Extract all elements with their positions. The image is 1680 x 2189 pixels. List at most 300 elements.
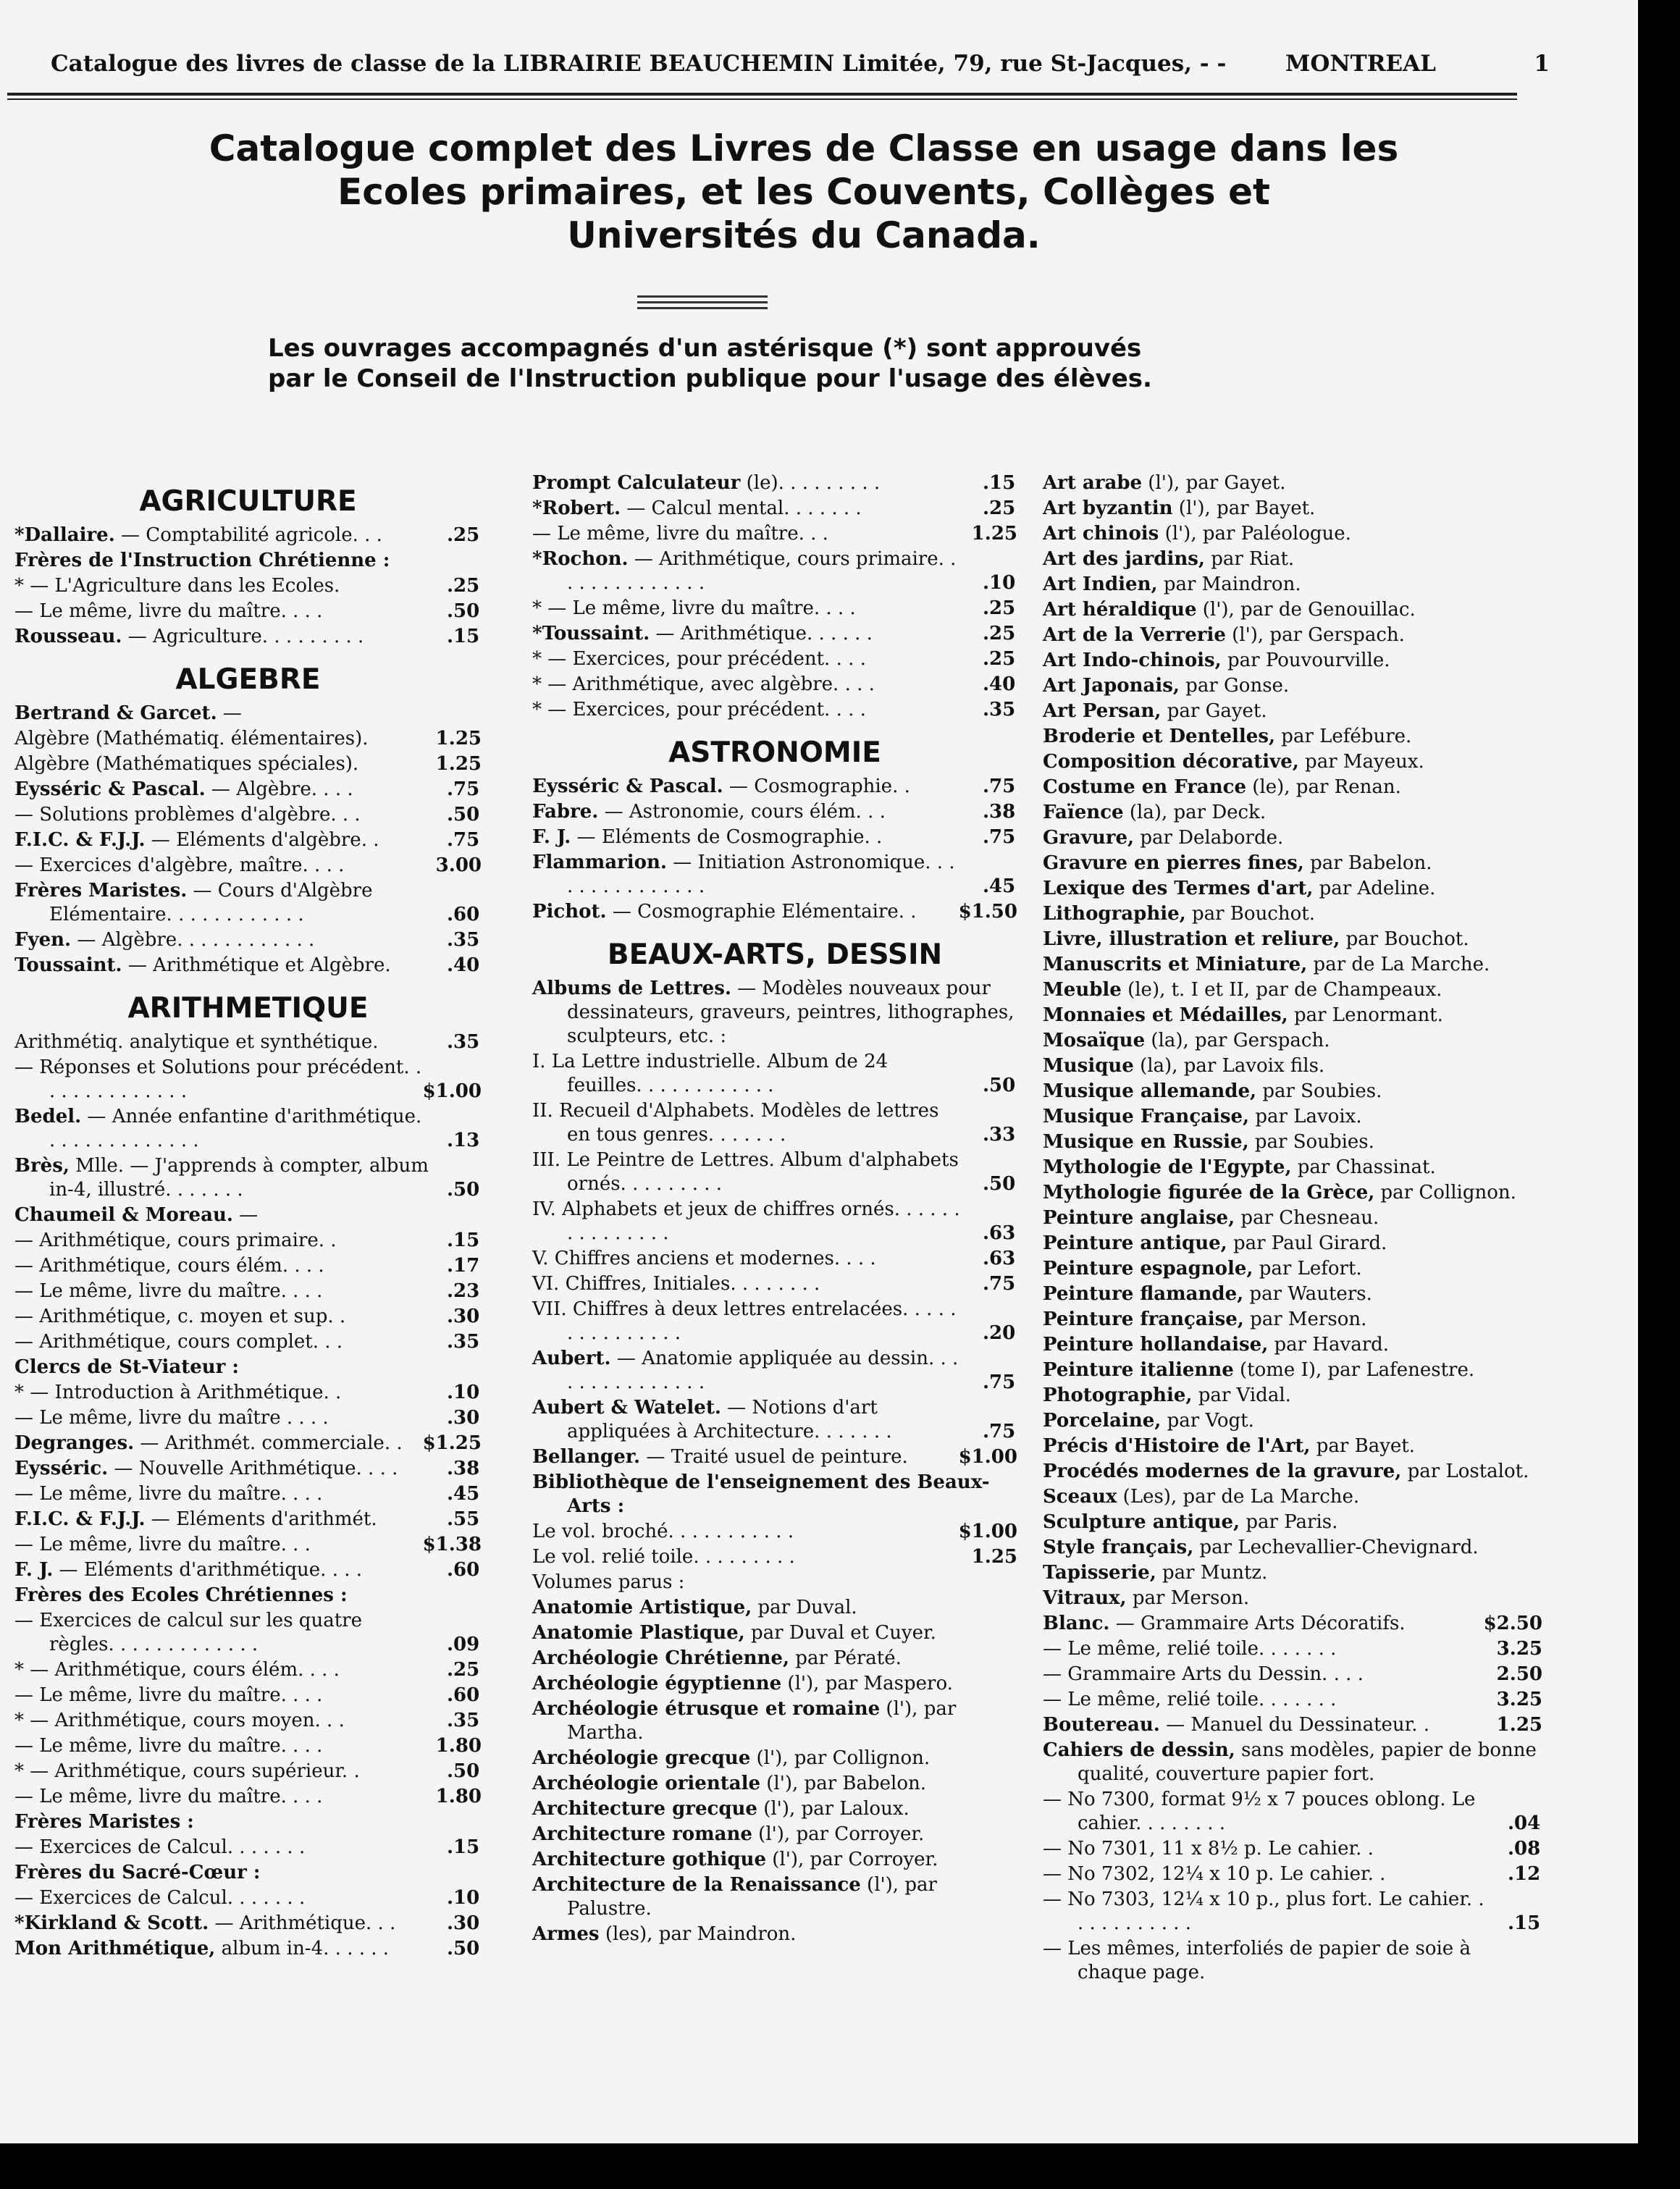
entry-title: — Arithmétique, cours primaire. . . . . . . . . . . . . . bbox=[567, 548, 957, 594]
entry-title: (l'), par Palustre. bbox=[567, 1874, 937, 1920]
catalogue-entry bbox=[1043, 1688, 1542, 1712]
catalogue-entry bbox=[1043, 1257, 1542, 1281]
catalogue-entry: Prompt Calculateur (le). . . . . . . . . .15 bbox=[532, 472, 1016, 494]
entry-title: par Paul Girard. bbox=[1227, 1232, 1387, 1254]
entry-title: — Eléments d'arithmétique. . . . bbox=[53, 1559, 363, 1581]
header-rule-thin bbox=[7, 98, 1517, 100]
title-line: Universités du Canada. bbox=[567, 214, 1041, 256]
section-heading: ASTRONOMIE bbox=[668, 736, 881, 769]
entry-title: (l'), par de Genouillac. bbox=[1196, 599, 1416, 621]
catalogue-entry bbox=[14, 854, 482, 878]
entry-author: Mosaïque bbox=[1043, 1030, 1146, 1051]
entry-title: par Duval et Cuyer. bbox=[744, 1622, 936, 1644]
entry-title: — Le même, livre du maître. . . bbox=[14, 1534, 311, 1555]
entry-title: — Le même, relié toile. . . . . . . bbox=[1043, 1638, 1337, 1660]
catalogue-entry bbox=[532, 1823, 1017, 1846]
catalogue-entry bbox=[532, 900, 1017, 924]
entry-title: — Traité usuel de peinture. bbox=[640, 1446, 908, 1468]
catalogue-entry bbox=[532, 1848, 1017, 1872]
entry-title: Mlle. — J'apprends à compter, album in-4, illustré. . . . . . . bbox=[49, 1155, 429, 1201]
entry-price: $1.38 bbox=[422, 1534, 482, 1555]
catalogue-entry: *Dallaire. — Comptabilité agricole. . . .25 bbox=[14, 524, 480, 546]
catalogue-entry: — Arithmétique, cours primaire. . .15 bbox=[14, 1230, 480, 1251]
entry-title: I. La Lettre industrielle. Album de 24 feuilles. . . . . . . . . . . . bbox=[532, 1051, 889, 1096]
entry-author: Peinture flamande, bbox=[1043, 1283, 1244, 1305]
entry-title: (le), par Renan. bbox=[1246, 776, 1401, 798]
entry-author: Frères Maristes : bbox=[14, 1811, 194, 1833]
entry-author: Bedel. bbox=[14, 1106, 82, 1127]
catalogue-entry bbox=[1043, 1206, 1542, 1230]
catalogue-entry bbox=[14, 1861, 482, 1885]
catalogue-entry: F.I.C. & F.J.J. — Eléments d'algèbre. . .75 bbox=[14, 829, 480, 851]
entry-title: — Exercices d'algèbre, maître. . . . bbox=[14, 854, 345, 876]
catalogue-entry bbox=[1043, 826, 1542, 850]
catalogue-entry: III. Le Peintre de Lettres. Album d'alphabets ornés. . . . . . . . . .50 bbox=[532, 1149, 1016, 1195]
catalogue-entry: — Solutions problèmes d'algèbre. . . .50 bbox=[14, 804, 480, 825]
catalogue-entry: Rousseau. — Agriculture. . . . . . . . . .15 bbox=[14, 626, 480, 647]
entry-title: (l'), par Gerspach. bbox=[1225, 624, 1405, 646]
catalogue-entry bbox=[1043, 1663, 1542, 1686]
entry-author: Peinture espagnole, bbox=[1043, 1258, 1253, 1280]
entry-author: Musique Française, bbox=[1043, 1106, 1250, 1127]
entry-author: Pichot. bbox=[532, 901, 607, 923]
entry-author: Toussaint. bbox=[14, 954, 122, 976]
entry-author: Rousseau. bbox=[14, 626, 122, 647]
entry-title: — Eléments d'arithmét. bbox=[145, 1508, 377, 1530]
catalogue-entry: Toussaint. — Arithmétique et Algèbre. .40 bbox=[14, 954, 480, 976]
catalogue-entry bbox=[14, 752, 482, 776]
entry-author: Archéologie orientale bbox=[532, 1773, 760, 1794]
catalogue-entry: VII. Chiffres à deux lettres entrelacées. . . . . . . . . . . . . . . .20 bbox=[532, 1298, 1016, 1344]
entry-author: Costume en France bbox=[1043, 776, 1247, 798]
catalogue-entry bbox=[1043, 1713, 1542, 1737]
entry-author: *Dallaire. bbox=[14, 524, 115, 546]
entry-title: — Réponses et Solutions pour précédent. . . . . . . . . . . . . . bbox=[14, 1056, 422, 1102]
entry-title: par Babelon. bbox=[1303, 852, 1432, 874]
entry-author: Anatomie Plastique, bbox=[532, 1622, 745, 1644]
entry-price: $2.50 bbox=[1483, 1613, 1542, 1634]
catalogue-entry bbox=[532, 1445, 1017, 1469]
entry-author: Architecture romane bbox=[532, 1823, 752, 1845]
entry-author: Art Indo-chinois, bbox=[1043, 650, 1222, 671]
catalogue-entry: — Le même, livre du maître. . . . .50 bbox=[14, 600, 480, 622]
catalogue-entry bbox=[532, 1471, 1017, 1518]
catalogue-entry bbox=[1043, 699, 1542, 723]
entry-price: 3.25 bbox=[1496, 1638, 1542, 1660]
entry-author: *Kirkland & Scott. bbox=[14, 1912, 209, 1934]
catalogue-entry: V. Chiffres anciens et modernes. . . . .63 bbox=[532, 1248, 1016, 1269]
entry-title: * — Exercices, pour précédent. . . . bbox=[532, 648, 866, 670]
entry-author: Bibliothèque de l'enseignement des Beaux-Arts : bbox=[532, 1471, 990, 1517]
catalogue-entry bbox=[1043, 1004, 1542, 1028]
entry-title: — Arithmétique et Algèbre. bbox=[122, 954, 391, 976]
entry-price: 1.25 bbox=[435, 753, 482, 775]
catalogue-entry: — Le même, livre du maître . . . . .30 bbox=[14, 1407, 480, 1429]
entry-title: (les), par Maindron. bbox=[599, 1923, 797, 1945]
entry-title: par Soubies. bbox=[1256, 1080, 1382, 1102]
entry-author: Blanc. bbox=[1043, 1613, 1110, 1634]
entry-title: Le vol. relié toile. . . . . . . . . bbox=[532, 1546, 795, 1568]
page-number: 1 bbox=[1534, 51, 1550, 77]
catalogue-entry bbox=[532, 1520, 1017, 1544]
catalogue-entry: Aubert. — Anatomie appliquée au dessin. . . . . . . . . . . . . . . .75 bbox=[532, 1348, 1016, 1393]
entry-author: *Robert. bbox=[532, 497, 621, 519]
entry-title: — Exercices de Calcul. . . . . . . bbox=[14, 1836, 306, 1858]
entry-author: Fyen. bbox=[14, 929, 72, 951]
catalogue-entry bbox=[1043, 1637, 1542, 1661]
catalogue-entry bbox=[1043, 674, 1542, 698]
entry-title: — Algèbre. . . . . . . . . . . . bbox=[71, 929, 315, 951]
entry-title: par Gonse. bbox=[1179, 675, 1290, 697]
entry-price: 1.25 bbox=[971, 1546, 1017, 1568]
header-rule bbox=[7, 93, 1517, 96]
entry-author: *Rochon. bbox=[532, 548, 629, 570]
catalogue-entry: * — Introduction à Arithmétique. . .10 bbox=[14, 1382, 480, 1403]
catalogue-entry bbox=[532, 1797, 1017, 1821]
catalogue-entry bbox=[1043, 623, 1542, 647]
entry-title: — Grammaire Arts du Dessin. . . . bbox=[1043, 1663, 1364, 1685]
entry-price: $1.25 bbox=[422, 1432, 482, 1454]
section-heading: ARITHMETIQUE bbox=[127, 992, 369, 1025]
catalogue-entry: F. J. — Eléments de Cosmographie. . .75 bbox=[532, 826, 1016, 848]
catalogue-entry bbox=[1043, 649, 1542, 673]
catalogue-entry: Arithmétiq. analytique et synthétique. .35 bbox=[14, 1031, 480, 1053]
catalogue-entry: Frères Maristes. — Cours d'Algèbre Elémentaire. . . . . . . . . . . . .60 bbox=[14, 880, 480, 925]
entry-author: Art des jardins, bbox=[1043, 548, 1205, 570]
entry-author: F.I.C. & F.J.J. bbox=[14, 829, 146, 851]
catalogue-entry: I. La Lettre industrielle. Album de 24 feuilles. . . . . . . . . . . . .50 bbox=[532, 1051, 1016, 1096]
entry-title: — Le même, livre du maître. . . . bbox=[14, 600, 323, 622]
entry-title: — Le même, livre du maître. . . . bbox=[14, 1786, 323, 1807]
entry-title: par Gayet. bbox=[1161, 700, 1267, 722]
entry-title: * — L'Agriculture dans les Ecoles. bbox=[14, 575, 340, 597]
entry-title: par Chassinat. bbox=[1291, 1156, 1436, 1178]
ornament-rule bbox=[637, 295, 768, 298]
catalogue-entry bbox=[14, 1584, 482, 1608]
entry-price: 1.80 bbox=[435, 1786, 482, 1807]
entry-author: Musique en Russie, bbox=[1043, 1131, 1249, 1153]
entry-title: * — Arithmétique, cours moyen. . . bbox=[14, 1710, 345, 1731]
catalogue-entry bbox=[1043, 1282, 1542, 1306]
running-head-publisher: Catalogue des livres de classe de la LIBRAIRIE BEAUCHEMIN Limitée, 79, rue St-Jacques, - - bbox=[51, 51, 1227, 77]
entry-price: 2.50 bbox=[1496, 1663, 1542, 1685]
catalogue-entry: Eysséric & Pascal. — Cosmographie. . .75 bbox=[532, 776, 1016, 797]
catalogue-entry: Aubert & Watelet. — Notions d'art appliquées à Architecture. . . . . . . .75 bbox=[532, 1397, 1016, 1442]
entry-title: — No 7303, 12¼ x 10 p., plus fort. Le cahier. . . . . . . . . . . . bbox=[1043, 1888, 1484, 1934]
entry-author: Précis d'Histoire de l'Art, bbox=[1043, 1435, 1311, 1457]
entry-title: — Comptabilité agricole. . . bbox=[114, 524, 382, 546]
entry-title: — Grammaire Arts Décoratifs. bbox=[1109, 1613, 1406, 1634]
entry-price: 3.25 bbox=[1496, 1689, 1542, 1710]
entry-author: Fabre. bbox=[532, 801, 599, 823]
entry-price: 1.25 bbox=[1496, 1714, 1542, 1736]
entry-author: Faïence bbox=[1043, 802, 1124, 823]
catalogue-entry bbox=[1043, 978, 1542, 1002]
catalogue-entry: Mon Arithmétique, album in-4. . . . . . .50 bbox=[14, 1938, 480, 1959]
entry-author: Art héraldique bbox=[1043, 599, 1197, 621]
catalogue-entry bbox=[532, 1621, 1017, 1645]
entry-author: *Toussaint. bbox=[532, 623, 650, 644]
catalogue-entry: *Rochon. — Arithmétique, cours primaire. . . . . . . . . . . . . . .10 bbox=[532, 548, 1016, 594]
catalogue-entry bbox=[1043, 801, 1542, 825]
entry-author: Degranges. bbox=[14, 1432, 135, 1454]
entry-author: Procédés modernes de la gravure, bbox=[1043, 1461, 1402, 1482]
catalogue-entry bbox=[532, 1747, 1017, 1770]
entry-author: Monnaies et Médailles, bbox=[1043, 1004, 1288, 1026]
entry-author: Mythologie de l'Egypte, bbox=[1043, 1156, 1292, 1178]
entry-title: V. Chiffres anciens et modernes. . . . bbox=[532, 1248, 876, 1269]
catalogue-entry bbox=[1043, 1587, 1542, 1610]
catalogue-entry bbox=[1043, 471, 1542, 495]
entry-title: — Cosmographie Elémentaire. . bbox=[606, 901, 917, 923]
entry-author: Meuble bbox=[1043, 979, 1122, 1001]
catalogue-entry bbox=[532, 1571, 1017, 1595]
catalogue-entry bbox=[1043, 1054, 1542, 1078]
catalogue-entry: * — Arithmétique, cours supérieur. . .50 bbox=[14, 1760, 480, 1782]
catalogue-entry: *Kirkland & Scott. — Arithmétique. . . .30 bbox=[14, 1912, 480, 1934]
catalogue-entry bbox=[1043, 725, 1542, 749]
entry-author: Frères du Sacré-Cœur : bbox=[14, 1862, 261, 1883]
catalogue-entry bbox=[1043, 1130, 1542, 1154]
entry-title: * — Arithmétique, cours élém. . . . bbox=[14, 1659, 340, 1681]
entry-author: Manuscrits et Miniature, bbox=[1043, 954, 1308, 975]
section-heading: BEAUX-ARTS, DESSIN bbox=[607, 938, 943, 971]
entry-author: F. J. bbox=[532, 826, 571, 848]
entry-title: — Astronomie, cours élém. . . bbox=[598, 801, 886, 823]
entry-title: — Notions d'art appliquées à Architecture. . . . . . . bbox=[567, 1397, 892, 1442]
catalogue-entry bbox=[1043, 852, 1542, 875]
catalogue-entry bbox=[1043, 598, 1542, 622]
entry-author: Frères de l'Instruction Chrétienne : bbox=[14, 550, 390, 571]
note-line: Les ouvrages accompagnés d'un astérisque (*) sont approuvés bbox=[268, 334, 1142, 363]
entry-author: F.I.C. & F.J.J. bbox=[14, 1508, 146, 1530]
entry-price: 1.25 bbox=[435, 728, 482, 749]
entry-title: (l'), par Paléologue. bbox=[1159, 523, 1351, 545]
entry-author: Art byzantin bbox=[1043, 497, 1173, 519]
entry-title: — Arithmét. commerciale. . bbox=[134, 1432, 403, 1454]
catalogue-entry bbox=[1043, 1181, 1542, 1205]
catalogue-entry bbox=[14, 549, 482, 573]
entry-author: Anatomie Artistique, bbox=[532, 1597, 752, 1618]
entry-title: (l'), par Corroyer. bbox=[766, 1849, 938, 1870]
entry-author: Peinture hollandaise, bbox=[1043, 1334, 1269, 1356]
catalogue-entry: *Robert. — Calcul mental. . . . . . . .25 bbox=[532, 497, 1016, 519]
entry-price: $1.00 bbox=[958, 1446, 1017, 1468]
entry-title: par Merson. bbox=[1126, 1587, 1250, 1609]
entry-author: Broderie et Dentelles, bbox=[1043, 726, 1276, 747]
entry-author: Archéologie égyptienne bbox=[532, 1673, 782, 1694]
catalogue-entry bbox=[14, 727, 482, 751]
catalogue-entry bbox=[1043, 497, 1542, 521]
entry-author: Art arabe bbox=[1043, 472, 1143, 494]
ornament-rule bbox=[637, 301, 768, 303]
entry-author: Archéologie grecque bbox=[532, 1747, 751, 1769]
entry-author: Frères des Ecoles Chrétiennes : bbox=[14, 1584, 348, 1606]
catalogue-entry bbox=[14, 1533, 482, 1557]
catalogue-entry bbox=[1043, 1105, 1542, 1129]
entry-author: Gravure en pierres fines, bbox=[1043, 852, 1304, 874]
catalogue-entry: * — L'Agriculture dans les Ecoles. .25 bbox=[14, 575, 480, 597]
catalogue-entry: Fabre. — Astronomie, cours élém. . . .38 bbox=[532, 801, 1016, 823]
note-line: par le Conseil de l'Instruction publique pour l'usage des élèves. bbox=[268, 364, 1152, 393]
entry-title: VII. Chiffres à deux lettres entrelacées. . . . . . . . . . . . . . . bbox=[532, 1298, 957, 1344]
entry-title: III. Le Peintre de Lettres. Album d'alphabets ornés. . . . . . . . . bbox=[532, 1149, 959, 1195]
catalogue-entry bbox=[1043, 776, 1542, 799]
entry-title: par Collignon. bbox=[1374, 1182, 1516, 1203]
catalogue-entry bbox=[14, 1785, 482, 1809]
entry-author: Albums de Lettres. bbox=[532, 978, 731, 999]
catalogue-entry: II. Recueil d'Alphabets. Modèles de lettres en tous genres. . . . . . . .33 bbox=[532, 1100, 1016, 1146]
entry-author: Art Indien, bbox=[1043, 573, 1158, 595]
entry-title: — Calcul mental. . . . . . . bbox=[621, 497, 862, 519]
entry-title: par Lechevallier-Chevignard. bbox=[1193, 1537, 1479, 1558]
entry-title: — Agriculture. . . . . . . . . bbox=[122, 626, 364, 647]
entry-title: par Vidal. bbox=[1192, 1385, 1291, 1406]
entry-title: par Pouvourville. bbox=[1221, 650, 1390, 671]
catalogue-entry: — Exercices de Calcul. . . . . . . .15 bbox=[14, 1836, 480, 1858]
entry-author: Flammarion. bbox=[532, 852, 667, 873]
catalogue-entry bbox=[14, 1810, 482, 1834]
entry-title: par Maindron. bbox=[1157, 573, 1301, 595]
entry-author: Musique bbox=[1043, 1055, 1134, 1077]
entry-price: 1.80 bbox=[435, 1735, 482, 1757]
entry-author: Art chinois bbox=[1043, 523, 1159, 545]
catalogue-entry: * — Arithmétique, avec algèbre. . . . .40 bbox=[532, 673, 1016, 695]
entry-title: (l'), par Maspero. bbox=[781, 1673, 953, 1694]
catalogue-entry bbox=[1043, 750, 1542, 774]
catalogue-entry bbox=[14, 1356, 482, 1379]
catalogue-entry bbox=[14, 1056, 482, 1104]
entry-author: Art Persan, bbox=[1043, 700, 1162, 722]
catalogue-entry bbox=[532, 1647, 1017, 1671]
catalogue-entry bbox=[1043, 1333, 1542, 1357]
entry-title: par Delaborde. bbox=[1134, 827, 1284, 849]
entry-author: Frères Maristes. bbox=[14, 880, 188, 902]
entry-author: Vitraux, bbox=[1043, 1587, 1127, 1609]
entry-title: par Muntz. bbox=[1156, 1562, 1268, 1584]
entry-author: Architecture grecque bbox=[532, 1798, 757, 1820]
entry-author: Archéologie Chrétienne, bbox=[532, 1647, 790, 1669]
entry-title: — Le même, livre du maître. . . . bbox=[14, 1735, 323, 1757]
catalogue-entry bbox=[532, 1873, 1017, 1921]
entry-title: par Lefort. bbox=[1253, 1258, 1362, 1280]
entry-title: (le), t. I et II, par de Champeaux. bbox=[1121, 979, 1442, 1001]
entry-title: (l'), par Babelon. bbox=[760, 1773, 926, 1794]
running-head-city: MONTREAL bbox=[1285, 51, 1436, 77]
catalogue-entry bbox=[1043, 1434, 1542, 1458]
entry-title: par Adeline. bbox=[1313, 878, 1436, 899]
catalogue-entry bbox=[1043, 953, 1542, 977]
entry-title: (la), par Lavoix fils. bbox=[1133, 1055, 1325, 1077]
entry-title: — Le même, livre du maître . . . . bbox=[14, 1407, 329, 1429]
catalogue-entry bbox=[532, 522, 1017, 546]
catalogue-entry: * — Le même, livre du maître. . . . .25 bbox=[532, 597, 1016, 619]
entry-title: — Le même, livre du maître. . . . bbox=[14, 1684, 323, 1706]
column-left bbox=[14, 471, 482, 1962]
running-head bbox=[51, 43, 1550, 87]
catalogue-entry bbox=[1043, 1612, 1542, 1636]
catalogue-entry bbox=[532, 1772, 1017, 1796]
entry-title: — bbox=[232, 1204, 259, 1226]
entry-title: VI. Chiffres, Initiales. . . . . . . . bbox=[532, 1273, 820, 1295]
entry-author: Eysséric & Pascal. bbox=[14, 778, 206, 800]
catalogue-entry: — No 7302, 12¼ x 10 p. Le cahier. . .12 bbox=[1043, 1863, 1541, 1885]
entry-title: — Eléments de Cosmographie. . bbox=[571, 826, 883, 848]
entry-title: * — Arithmétique, cours supérieur. . bbox=[14, 1760, 360, 1782]
catalogue-entry bbox=[1043, 573, 1542, 597]
catalogue-entry: — Le même, livre du maître. . . . .60 bbox=[14, 1684, 480, 1706]
entry-title: — No 7301, 11 x 8½ p. Le cahier. . bbox=[1043, 1838, 1374, 1860]
entry-title: Volumes parus : bbox=[532, 1571, 685, 1593]
catalogue-entry bbox=[1043, 1308, 1542, 1332]
entry-title: — Manuel du Dessinateur. . bbox=[1159, 1714, 1430, 1736]
entry-title: (l'), par Laloux. bbox=[757, 1798, 910, 1820]
entry-title: — Arithmétique, cours primaire. . bbox=[14, 1230, 337, 1251]
entry-title: (l'), par Martha. bbox=[567, 1698, 957, 1744]
catalogue-entry: * — Exercices, pour précédent. . . . .25 bbox=[532, 648, 1016, 670]
catalogue-entry: — Exercices de calcul sur les quatre règles. . . . . . . . . . . . . .09 bbox=[14, 1610, 480, 1655]
entry-author: Bertrand & Garcet. bbox=[14, 702, 217, 724]
entry-author: Chaumeil & Moreau. bbox=[14, 1204, 233, 1226]
entry-author: Sculpture antique, bbox=[1043, 1511, 1240, 1533]
entry-title: * — Arithmétique, avec algèbre. . . . bbox=[532, 673, 875, 695]
catalogue-entry bbox=[14, 1432, 482, 1455]
entry-title: II. Recueil d'Alphabets. Modèles de lettres en tous genres. . . . . . . bbox=[532, 1100, 939, 1146]
catalogue-entry bbox=[1043, 1232, 1542, 1256]
entry-title: IV. Alphabets et jeux de chiffres ornés. . . . . . . . . . . . . . . bbox=[532, 1198, 960, 1244]
entry-author: Photographie, bbox=[1043, 1385, 1193, 1406]
entry-author: Eysséric. bbox=[14, 1458, 109, 1479]
catalogue-entry: — Le même, livre du maître. . . . .23 bbox=[14, 1280, 480, 1302]
entry-title: — Nouvelle Arithmétique. . . . bbox=[108, 1458, 398, 1479]
entry-author: Prompt Calculateur bbox=[532, 472, 741, 494]
catalogue-entry bbox=[1043, 1080, 1542, 1104]
entry-author: Art de la Verrerie bbox=[1043, 624, 1226, 646]
catalogue-entry: Fyen. — Algèbre. . . . . . . . . . . . .35 bbox=[14, 929, 480, 951]
catalogue-entry bbox=[1043, 1409, 1542, 1433]
catalogue-title bbox=[72, 127, 1535, 257]
entry-author: Aubert. bbox=[532, 1348, 611, 1369]
entry-title: Algèbre (Mathématiques spéciales). bbox=[14, 753, 359, 775]
entry-title: par Mayeux. bbox=[1298, 751, 1424, 773]
entry-author: Composition décorative, bbox=[1043, 751, 1299, 773]
entry-author: Boutereau. bbox=[1043, 1714, 1160, 1736]
catalogue-entry: — No 7301, 11 x 8½ p. Le cahier. . .08 bbox=[1043, 1838, 1541, 1860]
entry-author: F. J. bbox=[14, 1559, 54, 1581]
entry-author: Bellanger. bbox=[532, 1446, 641, 1468]
catalogue-entry bbox=[1043, 1739, 1542, 1786]
entry-author: Clercs de St-Viateur : bbox=[14, 1356, 240, 1378]
entry-title: par Lostalot. bbox=[1401, 1461, 1529, 1482]
catalogue-entry bbox=[1043, 1358, 1542, 1382]
catalogue-entry bbox=[14, 1203, 482, 1227]
catalogue-entry: — Exercices de Calcul. . . . . . . .10 bbox=[14, 1887, 480, 1909]
catalogue-entry bbox=[1043, 1460, 1542, 1484]
title-line: Ecoles primaires, et les Couvents, Collèges et bbox=[337, 171, 1270, 213]
entry-title: * — Le même, livre du maître. . . . bbox=[532, 597, 856, 619]
entry-title: par Lenormant. bbox=[1288, 1004, 1443, 1026]
entry-title: par de La Marche. bbox=[1307, 954, 1490, 975]
asterisk-note bbox=[268, 333, 1267, 394]
entry-price: 3.00 bbox=[435, 854, 482, 876]
entry-title: par Wauters. bbox=[1243, 1283, 1372, 1305]
entry-title: — Le même, relié toile. . . . . . . bbox=[1043, 1689, 1337, 1710]
catalogue-entry: * — Exercices, pour précédent. . . . .35 bbox=[532, 699, 1016, 720]
catalogue-entry bbox=[1043, 1029, 1542, 1053]
entry-title: par Paris. bbox=[1240, 1511, 1338, 1533]
entry-title: par Chesneau. bbox=[1235, 1207, 1379, 1229]
entry-title: — Arithmétique, c. moyen et sup. . bbox=[14, 1306, 346, 1327]
